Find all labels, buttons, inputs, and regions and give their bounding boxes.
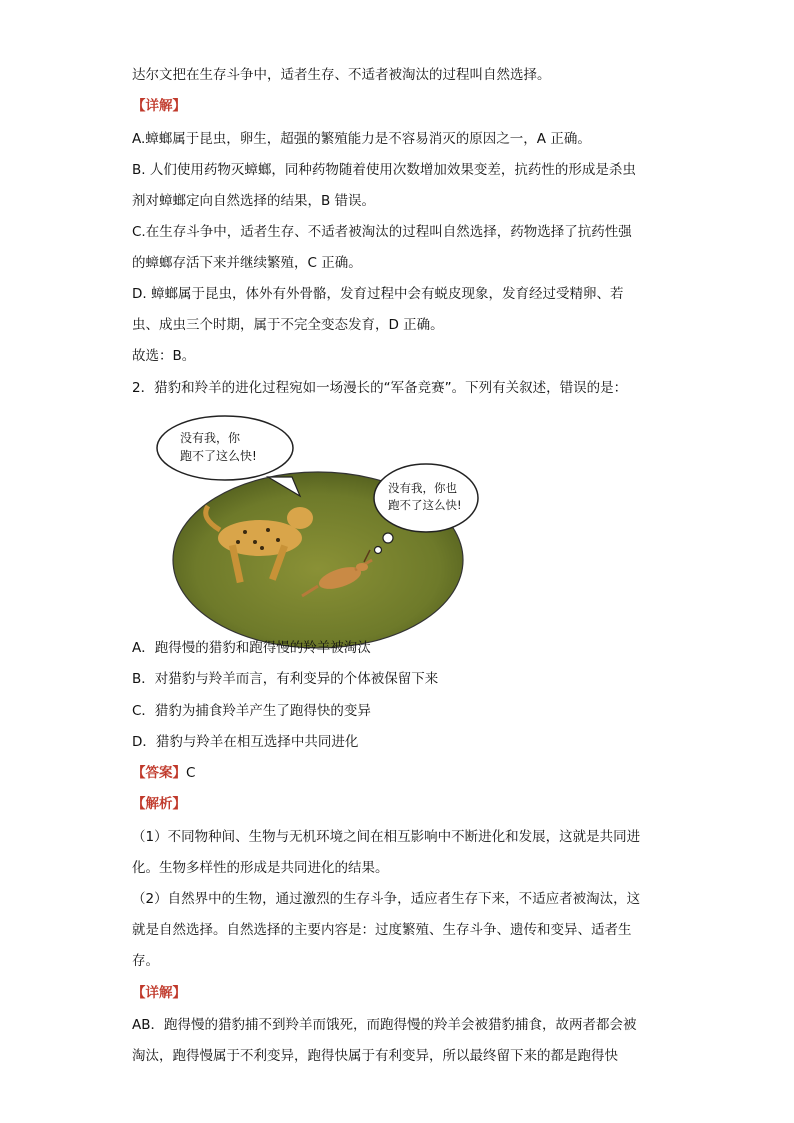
answer-heading: 【答案】: [132, 765, 186, 781]
answer-value: C: [186, 765, 196, 781]
right-bubble-line-1: 没有我，你也: [388, 481, 457, 495]
detail-line: 的蟑螂存活下来并继续繁殖，C 正确。: [132, 255, 362, 271]
analysis-heading: 【解析】: [132, 796, 186, 812]
cheetah-gazelle-illustration: [150, 410, 510, 650]
option-c: C．猎豹为捕食羚羊产生了跑得快的变异: [132, 703, 371, 719]
conclusion-line: 故选：B。: [132, 348, 196, 364]
detail-line: 淘汰，跑得慢属于不利变异，跑得快属于有利变异，所以最终留下来的都是跑得快: [132, 1048, 618, 1064]
question-stem: 2．猎豹和羚羊的进化过程宛如一场漫长的“军备竞赛”。下列有关叙述，错误的是：: [132, 380, 628, 396]
left-bubble-line-2: 跑不了这么快!: [180, 449, 257, 463]
answer-line: [132, 763, 195, 783]
option-b: B．对猎豹与羚羊而言，有利变异的个体被保留下来: [132, 671, 439, 687]
analysis-line: 存。: [132, 953, 159, 969]
detail-line: A.蟑螂属于昆虫，卵生，超强的繁殖能力是不容易消灭的原因之一，A 正确。: [132, 131, 591, 147]
detail-line: C.在生存斗争中，适者生存、不适者被淘汰的过程叫自然选择，药物选择了抗药性强: [132, 224, 632, 240]
detail-heading-1: 【详解】: [132, 98, 186, 114]
detail-heading-2: 【详解】: [132, 985, 186, 1001]
analysis-line: 化。生物多样性的形成是共同进化的结果。: [132, 860, 389, 876]
detail-line: D. 蟑螂属于昆虫，体外有外骨骼，发育过程中会有蜕皮现象，发育经过受精卵、若: [132, 286, 624, 302]
analysis-line: （1）不同物种间、生物与无机环境之间在相互影响中不断进化和发展，这就是共同进: [132, 829, 641, 845]
right-bubble-line-2: 跑不了这么快!: [388, 498, 462, 512]
option-d: D．猎豹与羚羊在相互选择中共同进化: [132, 734, 359, 750]
analysis-line: 就是自然选择。自然选择的主要内容是：过度繁殖、生存斗争、遗传和变异、适者生: [132, 922, 632, 938]
detail-line: 虫、成虫三个时期，属于不完全变态发育，D 正确。: [132, 317, 444, 333]
analysis-line: （2）自然界中的生物，通过激烈的生存斗争，适应者生存下来，不适应者被淘汰，这: [132, 891, 641, 907]
option-a: A．跑得慢的猎豹和跑得慢的羚羊被淘汰: [132, 640, 371, 656]
intro-text: 达尔文把在生存斗争中，适者生存、不适者被淘汰的过程叫自然选择。: [132, 67, 551, 83]
left-bubble-line-1: 没有我，你: [180, 431, 241, 445]
detail-line: 剂对蟑螂定向自然选择的结果，B 错误。: [132, 193, 376, 209]
detail-line: AB．跑得慢的猎豹捕不到羚羊而饿死，而跑得慢的羚羊会被猎豹捕食，故两者都会被: [132, 1017, 637, 1033]
detail-line: B. 人们使用药物灭蟑螂，同种药物随着使用次数增加效果变差，抗药性的形成是杀虫: [132, 162, 636, 178]
